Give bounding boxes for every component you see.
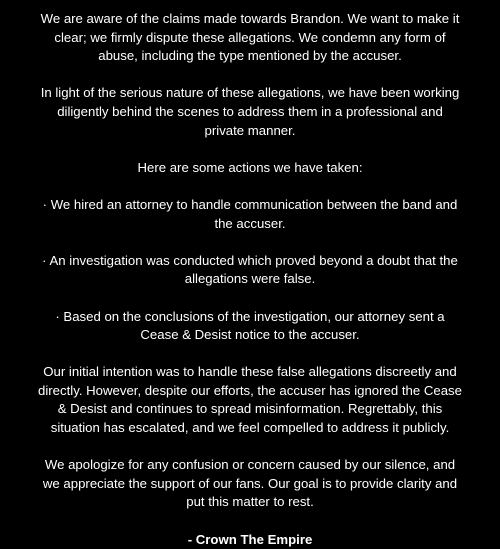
paragraph-intro: We are aware of the claims made towards Brandon. We want to make it clear; we firmly dispute these allegations. We condemn any form of abuse, including the type mentioned by the accuser.: [40, 11, 460, 64]
paragraph-escalation: Our initial intention was to handle these false allegations discreetly and directly. However, despite our efforts, the accuser has ignored the Cease & Desist and continues to spread misinformation. Regrettably, this situation has escalated, and we feel compelled to address it publicly.: [38, 364, 462, 436]
paragraph-context: In light of the serious nature of these allegations, we have been working diligently behind the scenes to address them in a professional and private manner.: [40, 85, 460, 138]
paragraph-actions-heading: Here are some actions we have taken:: [137, 159, 363, 175]
action-item-cease-desist: · Based on the conclusions of the investigation, our attorney sent a Cease & Desist notice to the accuser.: [55, 308, 445, 343]
signature: - Crown The Empire: [187, 531, 313, 547]
action-item-investigation: · An investigation was conducted which proved beyond a doubt that the allegations were false.: [42, 252, 458, 287]
action-item-attorney: · We hired an attorney to handle communication between the band and the accuser.: [42, 196, 458, 231]
statement-body: [0, 10, 500, 549]
paragraph-apology: We apologize for any confusion or concern caused by our silence, and we appreciate the support of our fans. Our goal is to provide clarity and put this matter to rest.: [42, 457, 458, 510]
